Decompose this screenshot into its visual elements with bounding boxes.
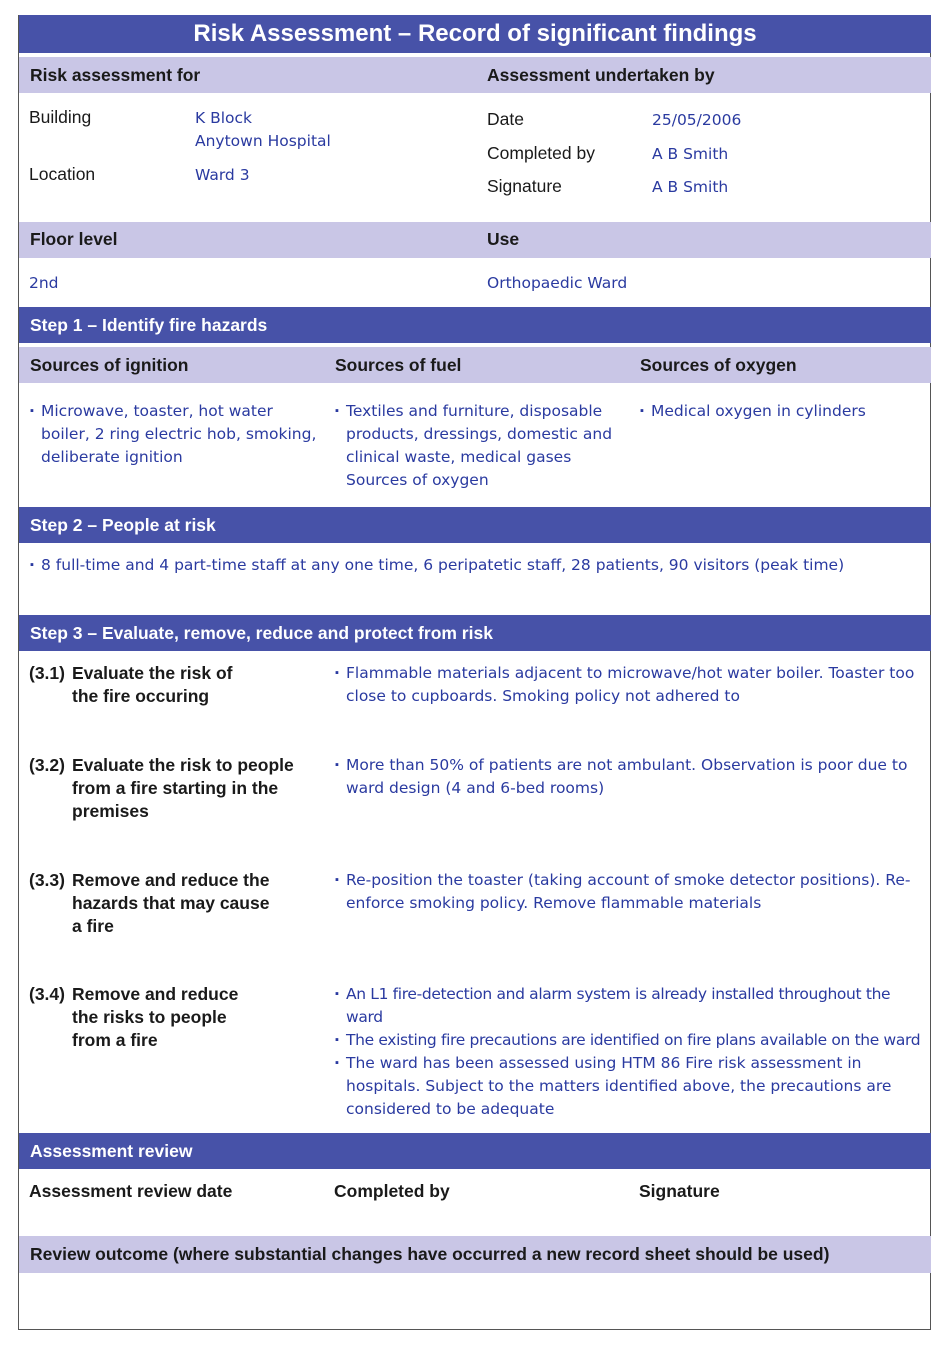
step-item-text: Remove and reduce the hazards that may cause a fire <box>72 870 270 936</box>
step1-subheader-band <box>19 347 931 383</box>
location-value: Ward 3 <box>195 166 250 184</box>
header-band <box>19 57 931 93</box>
fuel-list <box>334 400 619 492</box>
assessment-review-title: Assessment review <box>19 1133 931 1169</box>
completed-by-value: A B Smith <box>652 145 729 163</box>
step-item-number: (3.1) <box>29 663 65 683</box>
list-item: · More than 50% of patients are not ambulant. Observation is poor due to ward design (4 and 6-bed rooms) <box>334 754 929 800</box>
date-label: Date <box>487 109 524 129</box>
step-item-3-3-list <box>334 869 929 915</box>
oxygen-item: · Medical oxygen in cylinders <box>639 400 924 423</box>
signature-value: A B Smith <box>652 178 729 196</box>
step-item-text: Remove and reduce the risks to people from a fire <box>72 984 239 1050</box>
floor-use-band <box>19 222 931 258</box>
fuel-item: · Textiles and furniture, disposable products, dressings, domestic and clinical waste, medical gases Sources of oxygen <box>334 400 619 492</box>
oxygen-list <box>639 400 924 423</box>
list-item: · An L1 fire-detection and alarm system is already installed throughout the ward <box>334 983 929 1029</box>
date-value: 25/05/2006 <box>652 111 742 129</box>
building-value-line-1: K Block <box>195 109 253 127</box>
step-item-text: Evaluate the risk to people from a fire starting in the premises <box>72 755 294 821</box>
step-item-3-2-list <box>334 754 929 800</box>
review-date-label: Assessment review date <box>29 1181 233 1201</box>
building-value-line-2: Anytown Hospital <box>195 132 331 150</box>
building-value <box>195 107 331 153</box>
step-item-3-2-label <box>29 754 329 834</box>
step-item-3-4-label <box>29 983 329 1063</box>
floor-level-value: 2nd <box>29 274 59 292</box>
list-item: · The ward has been assessed using HTM 86 Fire risk assessment in hospitals. Subject to the matters identified above, the precautions are considered to be adequate <box>334 1052 929 1121</box>
step3-title: Step 3 – Evaluate, remove, reduce and protect from risk <box>19 615 931 651</box>
list-item: · The existing fire precautions are identified on fire plans available on the ward <box>334 1029 929 1052</box>
ignition-heading: Sources of ignition <box>30 355 189 375</box>
floor-level-heading: Floor level <box>30 229 118 249</box>
step-item-number: (3.4) <box>29 984 65 1004</box>
page-title: Risk Assessment – Record of significant findings <box>19 15 931 53</box>
list-item: · Flammable materials adjacent to microwave/hot water boiler. Toaster too close to cupboards. Smoking policy not adhered to <box>334 662 929 708</box>
use-value: Orthopaedic Ward <box>487 274 628 292</box>
step-item-number: (3.3) <box>29 870 65 890</box>
step-item-number: (3.2) <box>29 755 65 775</box>
fuel-heading: Sources of fuel <box>335 355 462 375</box>
step-item-3-4-list <box>334 983 929 1121</box>
people-at-risk-list <box>29 554 924 577</box>
step-item-3-1-label <box>29 662 329 742</box>
review-signature-label: Signature <box>639 1181 720 1201</box>
assessment-undertaken-by-heading: Assessment undertaken by <box>487 65 715 85</box>
location-label: Location <box>29 164 96 184</box>
oxygen-heading: Sources of oxygen <box>640 355 797 375</box>
step2-title: Step 2 – People at risk <box>19 507 931 543</box>
people-at-risk-item: · 8 full-time and 4 part-time staff at any one time, 6 peripatetic staff, 28 patients, 90 visitors (peak time) <box>29 554 924 577</box>
ignition-list <box>29 400 321 469</box>
risk-assessment-for-heading: Risk assessment for <box>30 65 201 85</box>
step-item-3-3-label <box>29 869 329 949</box>
review-completed-by-label: Completed by <box>334 1181 450 1201</box>
review-outcome-band: Review outcome (where substantial changes have occurred a new record sheet should be used) <box>19 1236 931 1273</box>
step-item-3-1-list <box>334 662 929 708</box>
use-heading: Use <box>487 229 520 249</box>
step1-title: Step 1 – Identify fire hazards <box>19 307 931 343</box>
list-item: · Re-position the toaster (taking account of smoke detector positions). Re-enforce smoking policy. Remove flammable materials <box>334 869 929 915</box>
completed-by-label: Completed by <box>487 143 595 163</box>
step-item-text: Evaluate the risk of the fire occuring <box>72 663 233 706</box>
building-label: Building <box>29 107 92 127</box>
ignition-item: · Microwave, toaster, hot water boiler, 2 ring electric hob, smoking, deliberate ignition <box>29 400 321 469</box>
signature-label: Signature <box>487 176 562 196</box>
